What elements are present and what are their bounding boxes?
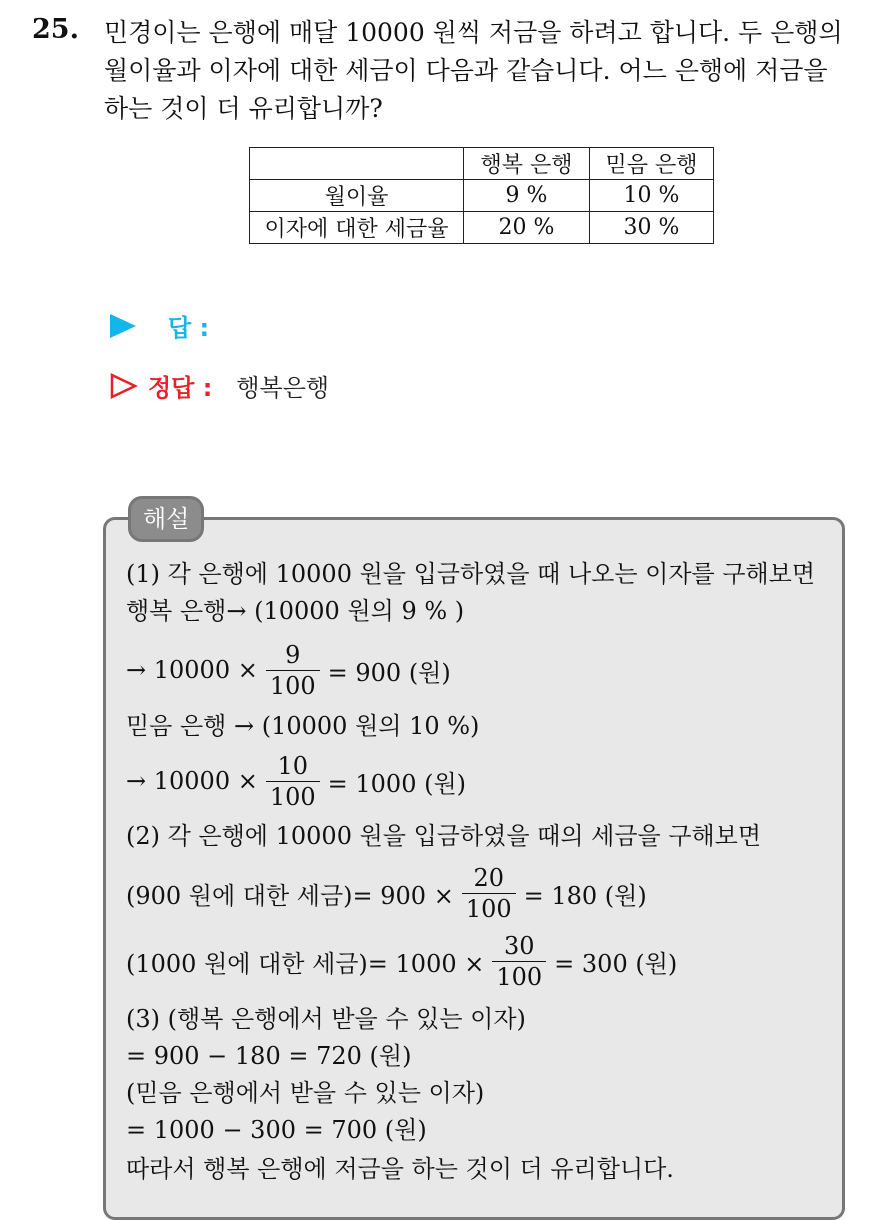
solution-line: (믿음 은행에서 받을 수 있는 이자) xyxy=(126,1078,485,1107)
equation-pre: → 10000 × xyxy=(126,767,258,795)
equation-post: = 300 (원) xyxy=(554,949,678,978)
question-line: 민경이는 은행에 매달 10000 원씩 저금을 하려고 합니다. 두 은행의 xyxy=(104,18,843,47)
equation-interest-happy xyxy=(126,640,451,700)
table-cell xyxy=(250,148,464,180)
question-line: 월이율과 이자에 대한 세금이 다음과 같습니다. 어느 은행에 저금을 xyxy=(104,56,828,85)
solution-line: (3) (행복 은행에서 받을 수 있는 이자) xyxy=(126,1004,526,1033)
equation-tax-900 xyxy=(126,863,647,923)
question-number: 25. xyxy=(32,14,79,45)
equation-pre: (1000 원에 대한 세금)= 1000 × xyxy=(126,949,485,978)
table-row-label: 월이율 xyxy=(250,180,464,212)
outline-triangle-icon xyxy=(110,373,138,399)
table-header-row xyxy=(250,148,714,180)
fraction-numerator: 20 xyxy=(473,863,504,892)
equation-post: = 1000 (원) xyxy=(327,769,466,798)
solution-conclusion: 따라서 행복 은행에 저금을 하는 것이 더 유리합니다. xyxy=(126,1154,674,1183)
fraction-denominator: 100 xyxy=(266,670,320,701)
question-text xyxy=(104,14,864,128)
answer-label: 답 : xyxy=(168,314,210,342)
table-cell: 10 % xyxy=(590,180,714,212)
fraction-numerator: 30 xyxy=(503,931,535,960)
equation-post: = 180 (원) xyxy=(523,881,647,910)
table-cell: 20 % xyxy=(464,212,590,244)
question-line: 하는 것이 더 유리합니까? xyxy=(104,94,383,123)
solution-line: 믿음 은행 → (10000 원의 10 %) xyxy=(126,711,480,740)
correct-answer-label: 정답 : xyxy=(148,374,213,402)
table-header-cell: 행복 은행 xyxy=(464,148,590,180)
fraction xyxy=(462,863,516,924)
equation-pre: (900 원에 대한 세금)= 900 × xyxy=(126,881,454,910)
fraction-denominator: 100 xyxy=(266,781,320,812)
fraction xyxy=(266,751,320,812)
fraction xyxy=(492,931,546,992)
correct-answer-row xyxy=(110,368,329,403)
equation-tax-1000 xyxy=(126,931,678,991)
fraction-numerator: 9 xyxy=(285,640,301,669)
solution-line: (1) 각 은행에 10000 원을 입금하였을 때 나오는 이자를 구해보면 xyxy=(126,559,816,588)
solution-line: 행복 은행→ (10000 원의 9 % ) xyxy=(126,596,465,625)
solution-line: = 900 − 180 = 720 (원) xyxy=(126,1041,412,1070)
equation-interest-trust xyxy=(126,751,466,811)
play-triangle-icon xyxy=(110,314,136,338)
table-row xyxy=(250,212,714,244)
correct-answer-value: 행복은행 xyxy=(236,374,330,402)
fraction-denominator: 100 xyxy=(462,893,516,924)
fraction xyxy=(266,640,320,701)
fraction-numerator: 10 xyxy=(277,751,308,780)
fraction-denominator: 100 xyxy=(492,961,546,992)
table-row-label: 이자에 대한 세금율 xyxy=(250,212,464,244)
table-cell: 30 % xyxy=(590,212,714,244)
table-row xyxy=(250,180,714,212)
table-header-cell: 믿음 은행 xyxy=(590,148,714,180)
equation-post: = 900 (원) xyxy=(327,658,451,687)
rates-table xyxy=(249,147,714,244)
equation-pre: → 10000 × xyxy=(126,656,258,684)
answer-row xyxy=(110,308,209,343)
solution-line: = 1000 − 300 = 700 (원) xyxy=(126,1115,427,1144)
solution-line: (2) 각 은행에 10000 원을 입금하였을 때의 세금을 구해보면 xyxy=(126,821,762,850)
solution-tag: 해설 xyxy=(128,496,204,542)
table-cell: 9 % xyxy=(464,180,590,212)
